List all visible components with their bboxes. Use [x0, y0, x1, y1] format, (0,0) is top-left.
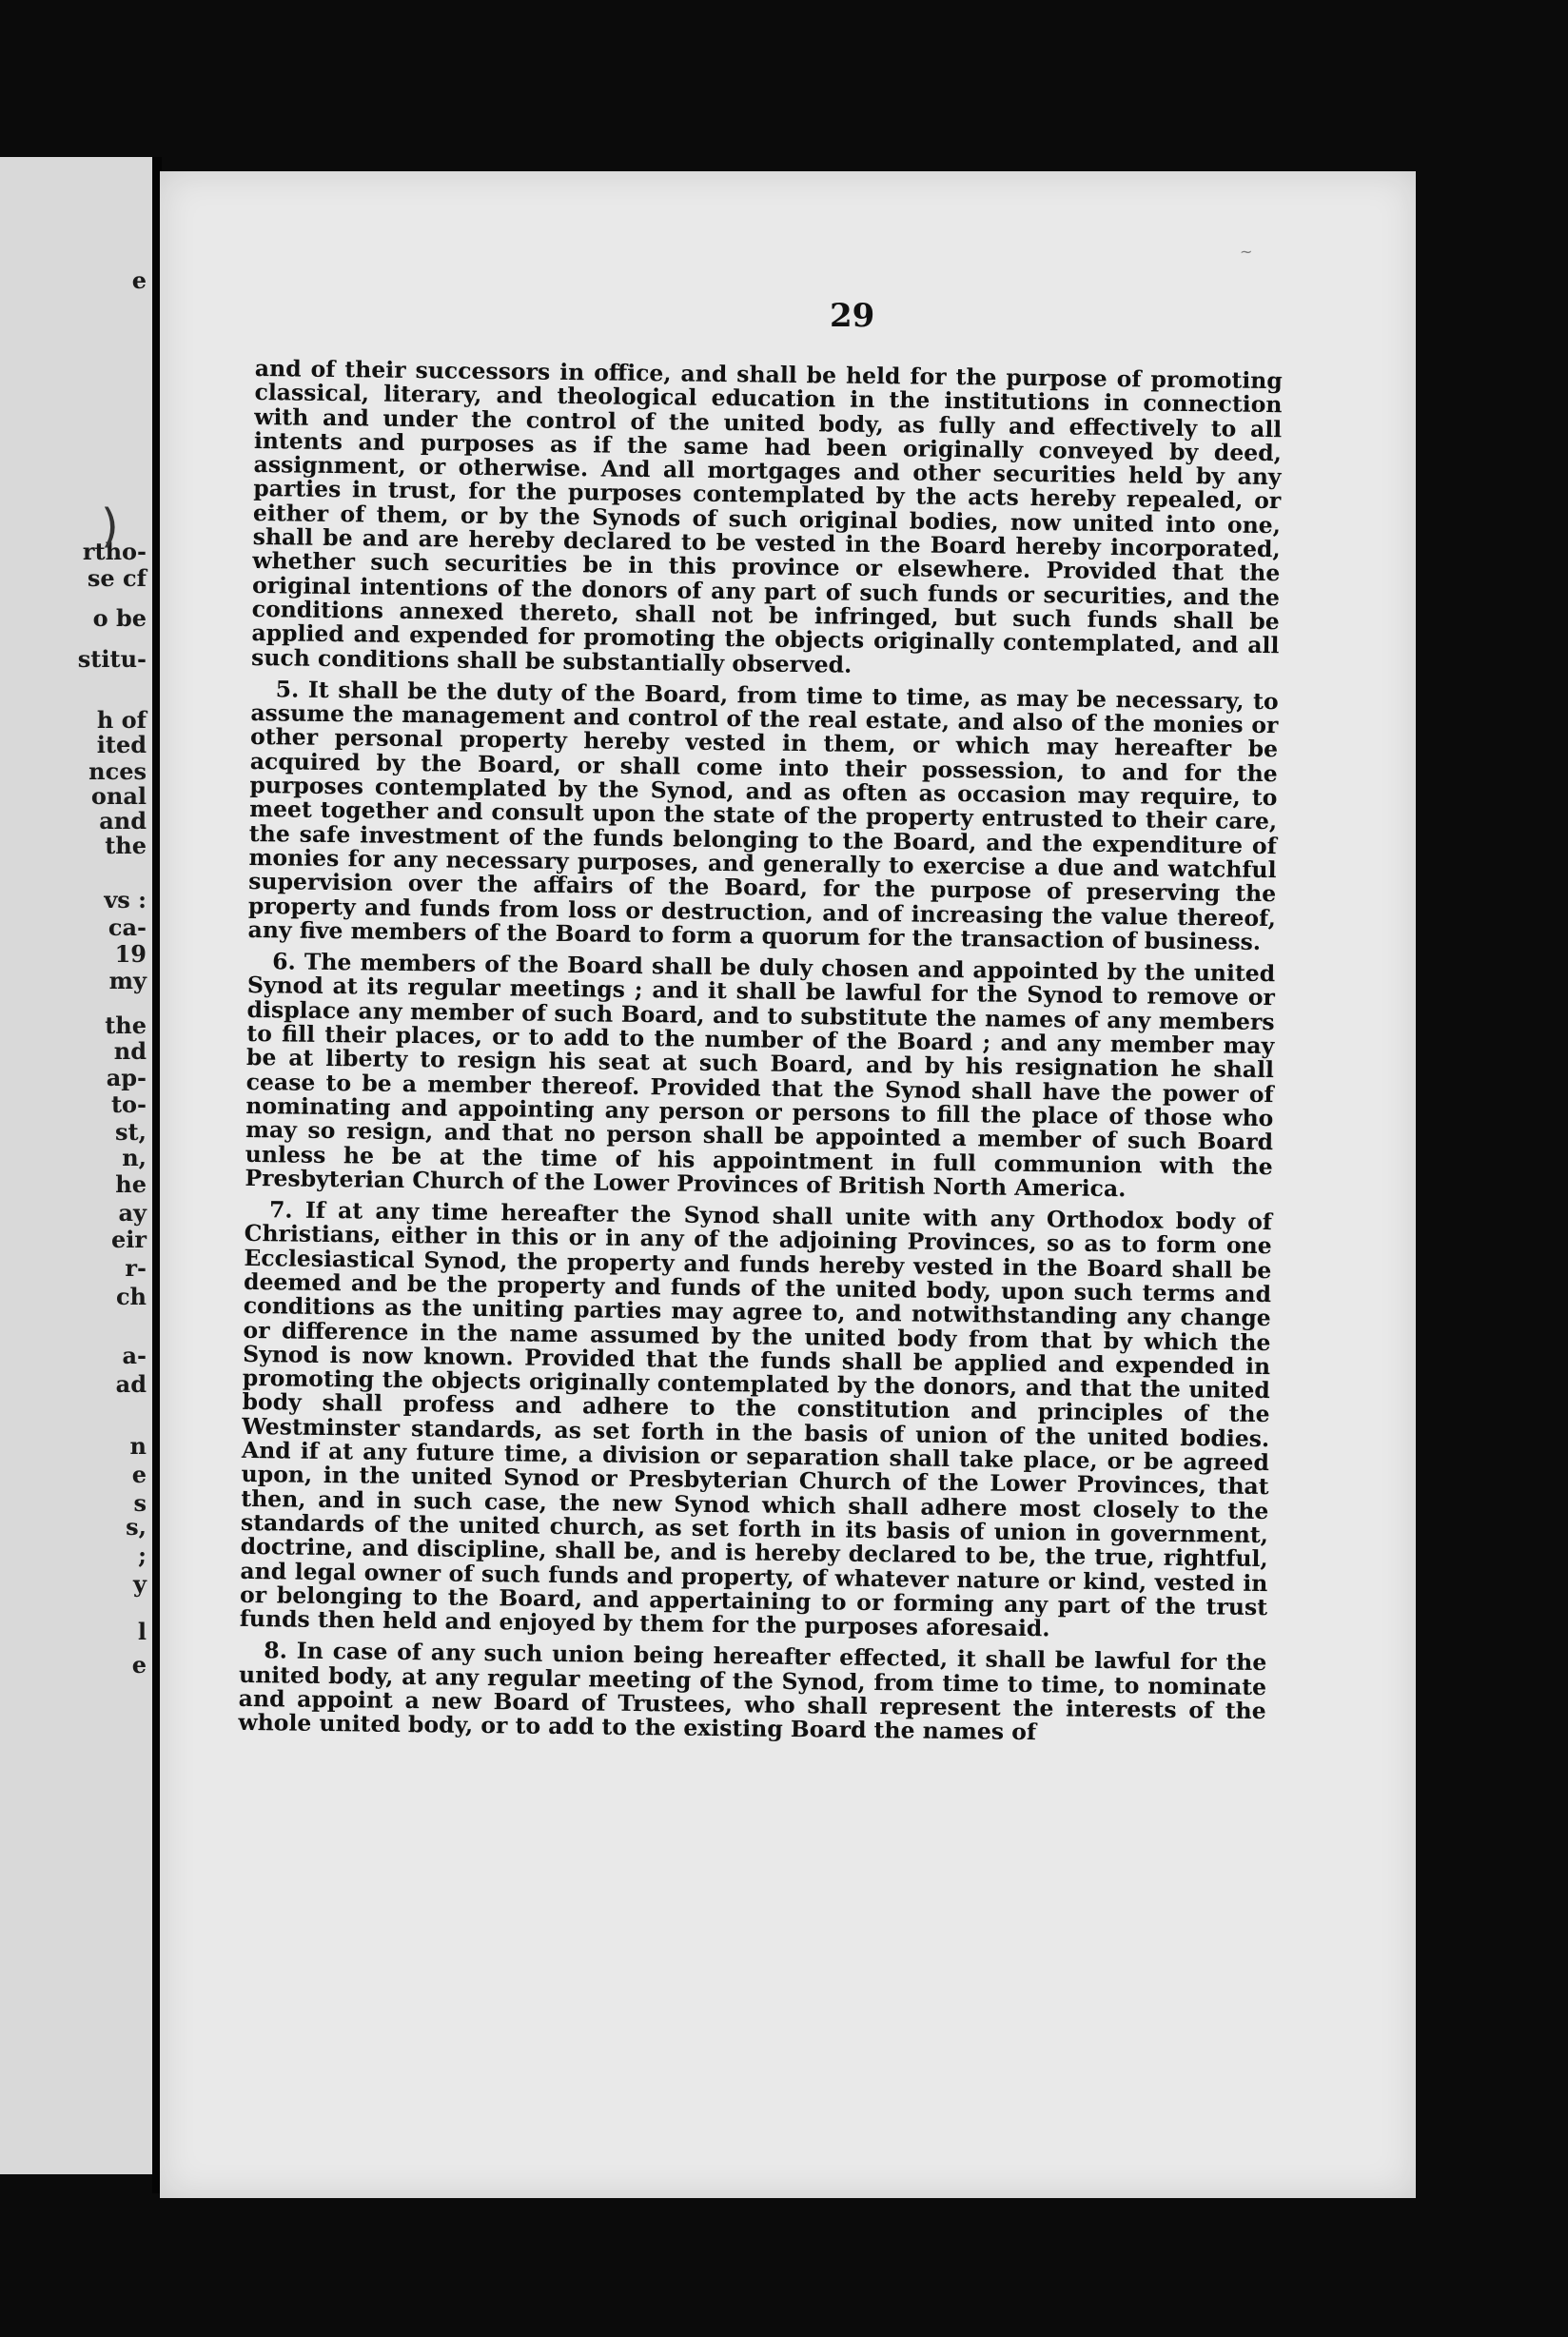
left-page-fragment: and [99, 807, 147, 835]
left-page-fragment: s [133, 1489, 147, 1517]
left-page-fragment: h of [96, 706, 147, 734]
previous-page-edge [0, 157, 152, 2174]
left-page-fragment: 19 [114, 940, 147, 968]
left-page-fragment: se cf [87, 564, 147, 592]
paragraph-section-5: 5. It shall be the duty of the Board, from time to time, as may be necessary, to assume the management and control of the real estate, and also of the monies or other personal property hereby vested in them, or which may hereafter be acquired by the Board, or shall come into their possession, to and for the purposes contemplated by the Synod, and as often as occasion may require, to meet together and consult upon the state of the property entrusted to their care, the safe investment of the funds belonging to the Board, and the expenditure of monies for any necessary purposes, and generally to exercise a due and watchful supervision over the affairs of the Board, for the purpose of preserving the property and funds from loss or destruction, and of increasing the value thereof, any five members of the Board to form a quorum for the transaction of business. [247, 676, 1279, 955]
left-page-fragment: ited [96, 731, 147, 758]
left-page-fragment: he [115, 1170, 147, 1198]
page-number: 29 [830, 297, 875, 335]
left-page-fragment: ap- [106, 1064, 147, 1091]
left-page-fragment: ; [138, 1542, 147, 1569]
left-page-fragment: e [131, 266, 147, 294]
left-page-fragment: ad [115, 1370, 147, 1398]
left-page-fragment: e [131, 1651, 147, 1679]
paragraph-section-8: 8. In case of any such union being hereafter effected, it shall be lawful for the united body, at any regular meeting of the Synod, from time to time, to nominate and appoint a new Board of Trustees, who shall represent the interests of the whole united body, or to add to the existing Board the names of [238, 1637, 1267, 1746]
paragraph-continuation: and of their successors in office, and shall be held for the purpose of promoting classical, literary, and theological education in the institutions in connection with and under the control of the united body, as fully and effectively to all intents and purposes as if the same had been originally conveyed by deed, assignment, or otherwise. And all mortgages and other securities held by any parties in trust, for the purposes contemplated by the acts hereby repealed, or either of them, or by the Synods of such original bodies, now united into one, shall be and are hereby declared to be vested in the Board hereby incorporated, whether such securities be in this province or elsewhere. Provided that the original intentions of the donors of any part of such funds or securities, and the conditions annexed thereto, shall not be infringed, but such funds shall be applied and expended for promoting the objects originally contemplated, and all such conditions shall be substantially observed. [250, 355, 1283, 678]
left-page-fragment: eir [110, 1226, 147, 1253]
left-page-fragment: ay [118, 1199, 147, 1227]
left-page-fragment: ch [115, 1283, 147, 1310]
left-page-fragment: o be [92, 604, 147, 632]
left-page-fragment: l [137, 1618, 147, 1645]
left-page-fragment: r- [125, 1254, 147, 1282]
left-page-fragment: y [133, 1570, 147, 1598]
left-page-fragment: nd [113, 1037, 147, 1065]
left-page-fragment: the [105, 1011, 147, 1039]
left-page-fragment: the [105, 832, 147, 859]
left-page-fragment: to- [110, 1090, 147, 1118]
left-page-fragment: ca- [108, 913, 147, 941]
left-page-fragment: n, [122, 1144, 147, 1171]
left-page-fragment: onal [90, 782, 147, 810]
paragraph-section-7: 7. If at any time hereafter the Synod shall unite with any Orthodox body of Christians, either in this or in any of the adjoining Provinces, so as to form one Ecclesiastical Synod, the property and funds hereby vested in the Board shall be deemed and be the property and funds of the united body, upon such terms and conditions as the uniting parties may agree to, and notwithstanding any change or difference in the name assumed by the united body from that by which the Synod is now known. Provided that the funds shall be applied and expended in promoting the objects originally contemplated by the donors, and that the united body shall profess and adhere to the constitution and principles of the Westminster standards, as set forth in the basis of union of the united bodies. And if at any future time, a division or separation shall take place, or be agreed upon, in the united Synod or Presbyterian Church of the Lower Provinces, that then, and in such case, the new Synod which shall adhere most closely to the standards of the united church, as set forth in its basis of union in government, doctrine, and discipline, shall be, and is hereby declared to be, the true, rightful, and legal owner of such funds and property, of whatever nature or kind, vested in or belonging to the Board, and appertaining to or forming any part of the trust funds then held and enjoyed by them for the purposes aforesaid. [239, 1196, 1273, 1642]
left-page-fragment: e [131, 1461, 147, 1488]
margin-pencil-mark: ) [101, 500, 119, 553]
body-text [238, 357, 1283, 1756]
left-page-fragment: st, [115, 1118, 147, 1146]
left-page-fragment: s, [126, 1513, 147, 1541]
corner-smudge: ~ [1240, 243, 1253, 261]
left-page-fragment: a- [122, 1342, 147, 1369]
left-page-fragment: stitu- [77, 645, 147, 673]
paragraph-section-6: 6. The members of the Board shall be duly chosen and appointed by the united Synod at its regular meetings ; and it shall be lawful for the Synod to remove or displace any member of such Board, and to substitute the names of any members to fill their places, or to add to the number of the Board ; and any member may be at liberty to resign his seat at such Board, and by his resignation he shall cease to be a member thereof. Provided that the Synod shall have the power of nominating and appointing any person or persons to fill the place of those who may so resign, and that no person shall be appointed a member of such Board unless he be at the time of his appointment in full communion with the Presbyterian Church of the Lower Provinces of British North America. [245, 948, 1276, 1203]
left-page-fragment: my [108, 967, 147, 994]
left-page-fragment: n [129, 1432, 147, 1460]
left-page-fragment: nces [88, 757, 147, 785]
left-page-fragment: vs : [104, 886, 147, 913]
left-page-fragment: rtho- [82, 538, 147, 565]
